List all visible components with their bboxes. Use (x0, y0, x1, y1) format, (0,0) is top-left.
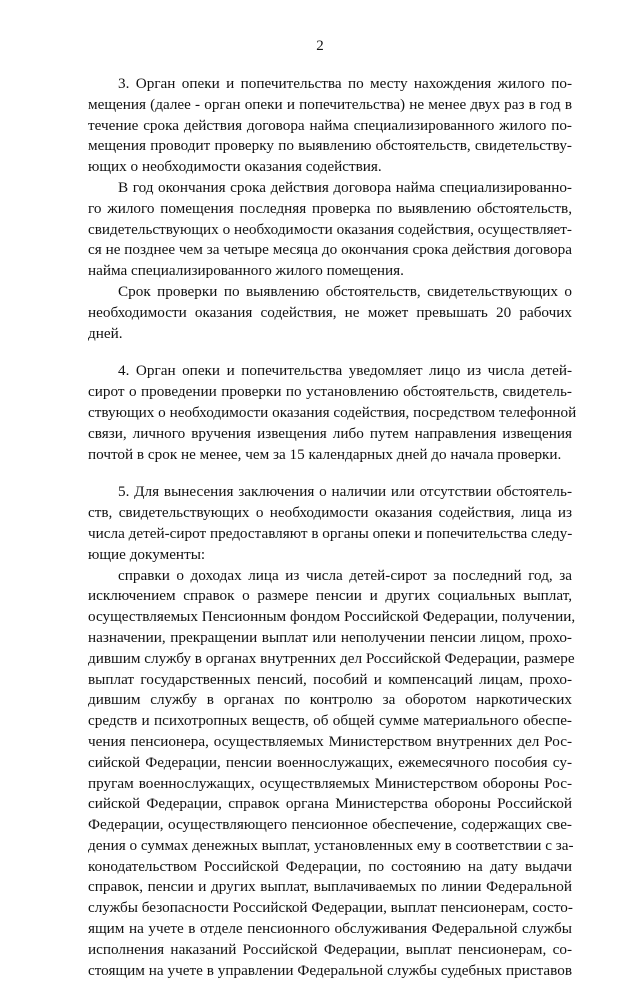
text-line: справок, пенсии и других выплат, выплачиваемых по линии Федеральной (88, 878, 572, 896)
text-line: найма специализированного жилого помещения. (88, 262, 404, 280)
text-line: дней. (88, 324, 123, 342)
text-line: 4. Орган опеки и попечительства уведомляет лицо из числа детей- (118, 362, 572, 380)
text-line: ся не позднее чем за четыре месяца до окончания срока действия договора (88, 241, 572, 259)
text-line: необходимости оказания содействия, не может превышать 20 рабочих (88, 303, 572, 321)
paragraph-gap (88, 465, 572, 482)
text-line: мещения проводит проверку по выявлению обстоятельств, свидетельству- (88, 137, 572, 155)
paragraph-final-year-check (88, 178, 572, 282)
text-line: го жилого помещения последняя проверка по выявлению обстоятельств, (88, 199, 572, 217)
text-line: 5. Для вынесения заключения о наличии или отсутствии обстоятель- (118, 483, 572, 501)
text-line: сирот о проведении проверки по установлению обстоятельств, свидетель- (88, 383, 572, 401)
text-line: ющие документы: (88, 545, 206, 563)
text-line: справки о доходах лица из числа детей-сирот за последний год, за (118, 566, 572, 584)
text-line: дения о суммах денежных выплат, установленных ему в соответствии с за- (88, 836, 574, 854)
page-number: 2 (316, 38, 324, 54)
text-line: Федерации, осуществляющего пенсионное обеспечение, содержащих све- (88, 816, 572, 834)
text-line: средств и психотропных веществ, об общей сумме материального обеспе- (88, 712, 572, 730)
text-line: Срок проверки по выявлению обстоятельств, свидетельствующих о (118, 282, 572, 300)
text-line: конодательством Российской Федерации, по состоянию на дату выдачи (88, 857, 572, 875)
text-line: ющих о необходимости оказания содействия. (88, 158, 382, 176)
text-line: ствующих о необходимости оказания содействия, посредством телефонной (88, 403, 577, 421)
text-line: выплат государственных пенсий, пособий и компенсаций лицам, прохо- (88, 670, 572, 688)
text-line: пругам военнослужащих, осуществляемых Министерством обороны Рос- (88, 774, 572, 792)
paragraph-item-5 (88, 482, 572, 565)
text-line: назначении, прекращении выплат или неполучении пенсии лицом, прохо- (88, 628, 572, 646)
text-line: числа детей-сирот предоставляют в органы опеки и попечительства следу- (88, 524, 573, 542)
text-line: исключением справок о размере пенсии и других социальных выплат, (88, 587, 572, 605)
text-line: В год окончания срока действия договора найма специализированно- (118, 178, 572, 196)
text-line: связи, личного вручения извещения либо путем направления извещения (88, 424, 572, 442)
text-line: ящим на учете в отделе пенсионного обслуживания Федеральной службы (88, 920, 572, 938)
text-line: сийской Федерации, справок органа Министерства обороны Российской (88, 795, 572, 813)
paragraph-income-certificates (88, 566, 576, 981)
text-line: течение срока действия договора найма специализированного жилого по- (88, 116, 572, 134)
text-line: ств, свидетельствующих о необходимости оказания содействия, лица из (88, 504, 572, 522)
text-line: стоящим на учете в управлении Федеральной службы судебных приставов (88, 961, 572, 979)
text-line: службы безопасности Российской Федерации, выплат пенсионерам, состо- (88, 899, 573, 917)
text-line: свидетельствующих о необходимости оказания содействия, осуществляет- (88, 220, 572, 238)
paragraph-check-duration (88, 282, 572, 344)
paragraph-gap (88, 344, 572, 361)
text-line: дившим службу в органах внутренних дел Российской Федерации, размере (88, 649, 575, 667)
text-line: чения пенсионера, осуществляемых Министерством внутренних дел Рос- (88, 732, 572, 750)
text-line: исполнения наказаний Российской Федерации, выплат пенсионерам, со- (88, 940, 572, 958)
text-line: осуществляемых Пенсионным фондом Российской Федерации, получении, (88, 608, 576, 626)
text-line: почтой в срок не менее, чем за 15 календарных дней до начала проверки. (88, 445, 562, 463)
paragraph-item-4 (88, 361, 577, 465)
document-body (88, 74, 577, 981)
text-line: сийской Федерации, пенсии военнослужащих, ежемесячного пособия су- (88, 753, 572, 771)
text-line: 3. Орган опеки и попечительства по месту нахождения жилого по- (118, 75, 572, 92)
paragraph-item-3 (88, 74, 572, 178)
text-line: мещения (далее - орган опеки и попечительства) не менее двух раз в год в (88, 95, 572, 113)
text-line: дившим службу в органах по контролю за оборотом наркотических (88, 691, 572, 709)
